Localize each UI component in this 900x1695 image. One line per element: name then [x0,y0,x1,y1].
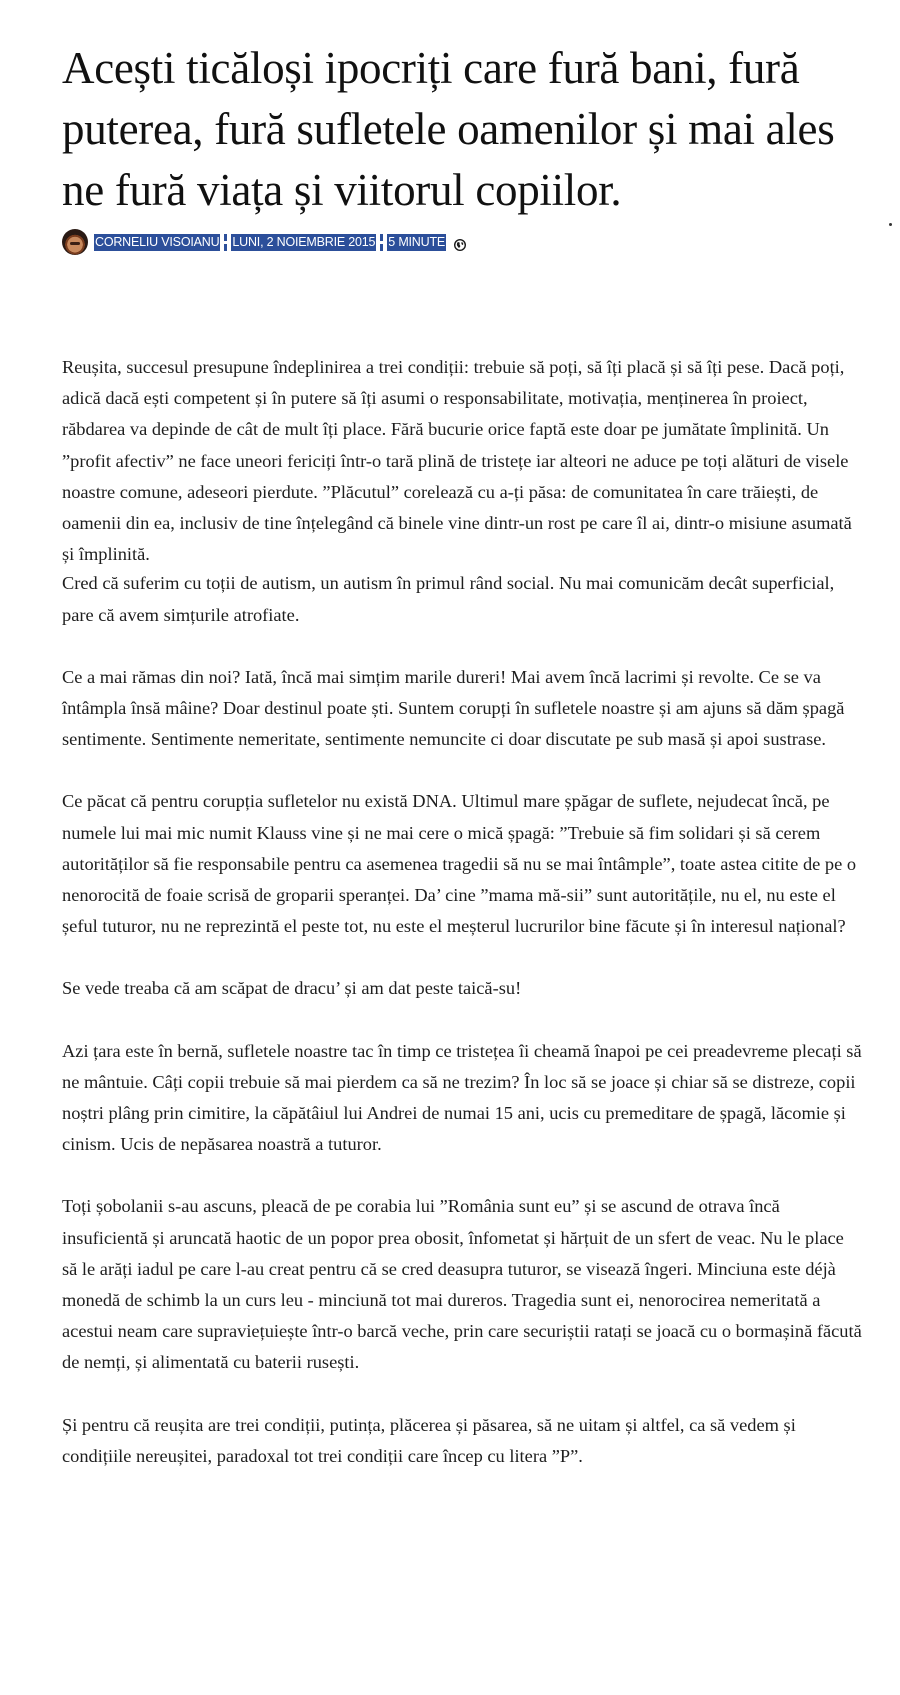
paragraph: Se vede treaba că am scăpat de dracu’ și am dat peste taică-su! [62,978,522,999]
author-link[interactable]: CORNELIU VISOIANU [95,234,220,249]
paragraph-gap [62,1005,862,1036]
paragraph: Toți șobolanii s-au ascuns, pleacă de pe corabia lui ”România sunt eu” și se ascund de otrava încă insuficientă și aruncată haotic de un popor prea obosit, înfometat și hărțuit de un sfert de veac. Nu le place să le arăți iadul pe care l-au creat pentru că se cred deasupra tuturor, se visează îngeri. Minciuna este déjà monedă de schimb la un curs leu - minciună tot mai dureros. Tragedia sunt ei, nenorocirea nemeritată a acestui neam care supraviețuiește într-o barcă veche, prin care securiștii ratați se joacă cu o bormașină făcută de nemți, și alimentată cu baterii rusești. [62,1196,862,1373]
publish-date: LUNI, 2 NOIEMBRIE 2015 [232,234,376,249]
reading-time: 5 MINUTE [388,234,446,249]
article-body [62,352,862,1472]
meta-separator [224,234,227,251]
paragraph-gap [62,1379,862,1410]
meta-separator [380,234,383,251]
paragraph-gap [62,942,862,973]
author-avatar[interactable] [62,229,88,255]
edge-marker [889,223,892,226]
article-title: Acești ticăloși ipocriți care fură bani, fură puterea, fură sufletele oamenilor și mai ales ne fură viața și viitorul copiilor. [62,43,835,215]
paragraph: Ce a mai rămas din noi? Iată, încă mai simțim marile dureri! Mai avem încă lacrimi și revolte. Ce se va întâmpla însă mâine? Doar destinul poate ști. Suntem corupți în sufletele noastre și am ajuns să dăm șpagă sentimente. Sentimente nemeritate, sentimente nemuncite ci doar discutate pe sub masă și apoi sustrase. [62,666,845,750]
article-header [62,38,862,257]
paragraph: Și pentru că reușita are trei condiții, putința, plăcerea și păsarea, să ne uitam și altfel, ca să vedem și condițiile nereușitei, paradoxal tot trei condiții care încep cu litera ”P”. [62,1414,796,1466]
paragraph-gap [62,631,862,662]
paragraph: Reușita, succesul presupune îndeplinirea a trei condiții: trebuie să poți, să îți placă și să îți pese. Dacă poți, adică dacă ești competent și în putere să îți asumi o responsabilitate, motivația, menținerea în proiect, răbdarea va depinde de cât de mult îți place. Fără bucurie orice faptă este doar pe jumătate împlinită. Un ”profit afectiv” ne face uneori fericiți într-o tară plină de tristețe iar alteori ne aduce pe toți alături de visele noastre comune, adeseori pierdute. ”Plăcutul” corelează cu a-ți păsa: de comunitatea în care trăiești, de oamenii din ea, inclusiv de tine înțelegând că binele vine dintr-un rost pe care îl ai, dintr-o misiune asumată și împlinită. [62,357,852,565]
article-meta [62,227,862,257]
paragraph: Ce păcat că pentru corupția sufletelor nu există DNA. Ultimul mare șpăgar de suflete, nejudecat încă, pe numele lui mai mic numit Klauss vine și ne mai cere o mică șpagă: ”Trebuie să fim solidari și să cerem autorităților să fie responsabile pentru ca asemenea tragedii să nu se mai întâmple”, toate astea citite de pe o nenorocită de foaie scrisă de groparii speranței. Da’ cine ”mama mă-sii” sunt autoritățile, nu el, nu este el șeful tuturor, nu ne reprezintă el peste tot, nu este el meșterul lucrurilor bine făcute și în interesul național? [62,791,857,937]
paragraph-gap [62,1160,862,1191]
paragraph: Azi țara este în bernă, sufletele noastre tac în timp ce tristețea îi cheamă înapoi pe cei preadevreme plecați să ne mântuie. Câți copii trebuie să mai pierdem ca să ne trezim? În loc să se joace și chiar să se distreze, copii noștri plâng prin cimitire, la căpătâiul lui Andrei de numai 15 ani, ucis cu premeditare de șpagă, lăcomie și cinism. Ucis de nepăsarea noastră a tuturor. [62,1040,862,1155]
globe-icon[interactable] [454,236,466,248]
paragraph-gap [62,755,862,786]
paragraph: Cred că suferim cu toții de autism, un autism în primul rând social. Nu mai comunicăm decât superficial, pare că avem simțurile atrofiate. [62,573,835,625]
